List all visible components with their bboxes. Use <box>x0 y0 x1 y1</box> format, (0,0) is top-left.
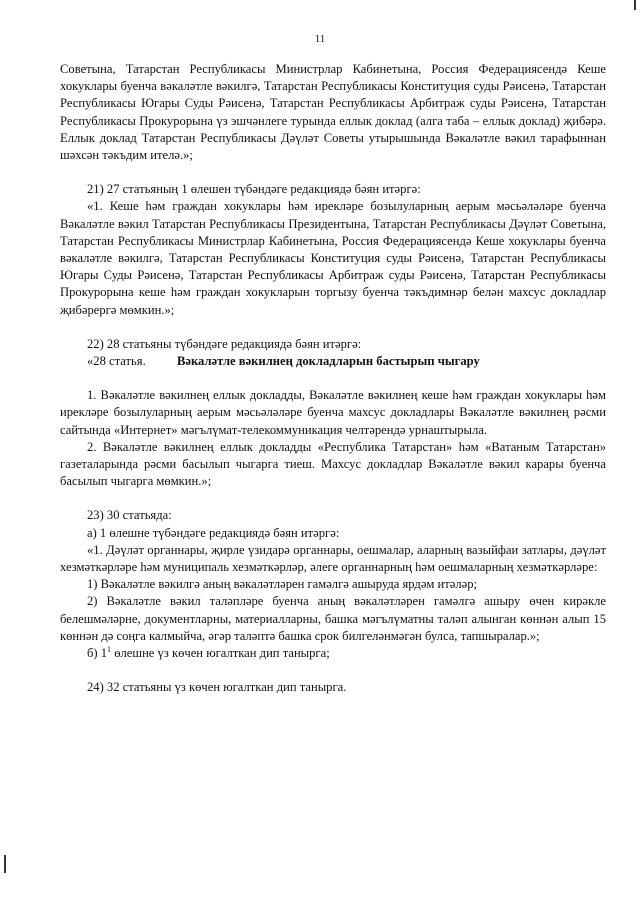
paragraph-item-23-a: а) 1 өлешне түбәндәге редакциядә бәян итәргә: <box>87 525 340 540</box>
paragraph-article-30-part-1: «1. Дәүләт органнары, җирле үзидарә органнары, оешмалар, аларның вазыйфаи затлары, дәүләт хезмәткәрләре һәм муниципаль хезмәткәрләр, әлеге органнарның һәм оешмаларның хезмәткәрләре: <box>60 542 606 575</box>
document-body <box>60 61 606 697</box>
paragraph-item-21: 21) 27 статьяның 1 өлешен түбәндәге редакциядә бәян итәргә: <box>87 182 421 197</box>
page-number: 11 <box>314 33 326 45</box>
article-28-number: «28 статья. <box>87 354 146 369</box>
paragraph-item-23: 23) 30 статьяда: <box>87 508 172 523</box>
item-23-b-superscript: 1 <box>107 644 112 654</box>
paragraph-article-28-part-1: 1. Вәкаләтле вәкилнең еллык докладды, Вәкаләтле вәкилнең кеше һәм граждан хокуклары һәм ирекләре бозылуларның аерым мәсьәләләре буенча махсус докладлары Вәкаләтле вәкилнең рәсми сайтында «Интернет» мәгълүмат-телекоммуникация челтәрендә урнаштырыла. <box>60 388 606 437</box>
paragraph-continuation: Советына, Татарстан Республикасы Министрлар Кабинетына, Россия Федерациясендә Кеше хокуклары буенча вәкаләтле вәкилгә, Татарстан Республикасы Конституция суды Рәисенә, Татарстан Республикасы Югары Суды Рәисенә, Татарстан Республикасы Арбитраж суды Рәисенә, Татарстан Республикасы Прокурорына үз эшчәнлеге турында еллык доклад (алга таба – еллык доклад) җибәрә. Еллык доклад Татарстан Республикасы Дәүләт Советы утырышында Вәкаләтле вәкил тарафыннан шәхсән тәкъдим ителә.»; <box>60 62 606 163</box>
paragraph-article-30-sub-1: 1) Вәкаләтле вәкилгә аның вәкаләтләрен гамәлгә ашыруда ярдәм итәләр; <box>87 577 478 592</box>
item-23-b-prefix: б) 1 <box>87 646 108 661</box>
paragraph-article-28-part-2: 2. Вәкаләтле вәкилнең еллык докладды «Республика Татарстан» һәм «Ватаным Татарстан» газеталарында рәсми басылып чыгарга тиеш. Махсус докладлар Вәкаләтле вәкил карары буенча басылып чыгарга мөмкин.»; <box>60 439 606 489</box>
item-23-b-text: өлешне үз көчен югалткан дип танырга; <box>111 646 330 661</box>
paragraph-item-22: 22) 28 статьяны түбәндәге редакциядә бәян итәргә: <box>87 336 362 351</box>
paragraph-article-27-text: «1. Кеше һәм граждан хокуклары һәм ирекләре бозылуларның аерым мәсьәләләре буенча Вәкаләтле вәкил Татарстан Республикасы Президентына, Татарстан Республикасы Дәүләт Советына, Татарстан Республикасы Министрлар Кабинетына, Россия Федерациясендә Кеше хокуклары буенча вәкаләтле вәкилгә, Татарстан Республикасы Конституция суды Рәисенә, Татарстан Республикасы Югары Суды Рәисенә, Татарстан Республикасы Арбитраж суды Рәисенә, Татарстан Республикасы Прокурорына кеше һәм граждан хокукларын торгызу буенча тәкъдимнәр белән махсус докладлар җибәрергә мөмкин.»; <box>60 199 606 317</box>
article-28-title: Вәкаләтле вәкилнең докладларын бастырып чыгару <box>177 354 480 369</box>
paragraph-item-24: 24) 32 статьяны үз көчен югалткан дип танырга. <box>87 680 347 695</box>
paragraph-item-23-b <box>60 645 606 662</box>
scan-edge-mark-bottom <box>4 855 6 873</box>
article-28-heading <box>60 353 606 370</box>
scan-edge-mark-top <box>634 0 636 10</box>
paragraph-article-30-sub-2: 2) Вәкаләтле вәкил таләпләре буенча аның вәкаләтләрен гамәлгә ашыру өчен кирәкле белешмәләрне, документларны, материалларны, башка мәгълүматны таләп алынган көннән алып 15 көннән дә соңга калмыйча, әгәр таләптә башка срок билгеләнмәгән булса, тапшыралар.»; <box>60 594 606 643</box>
